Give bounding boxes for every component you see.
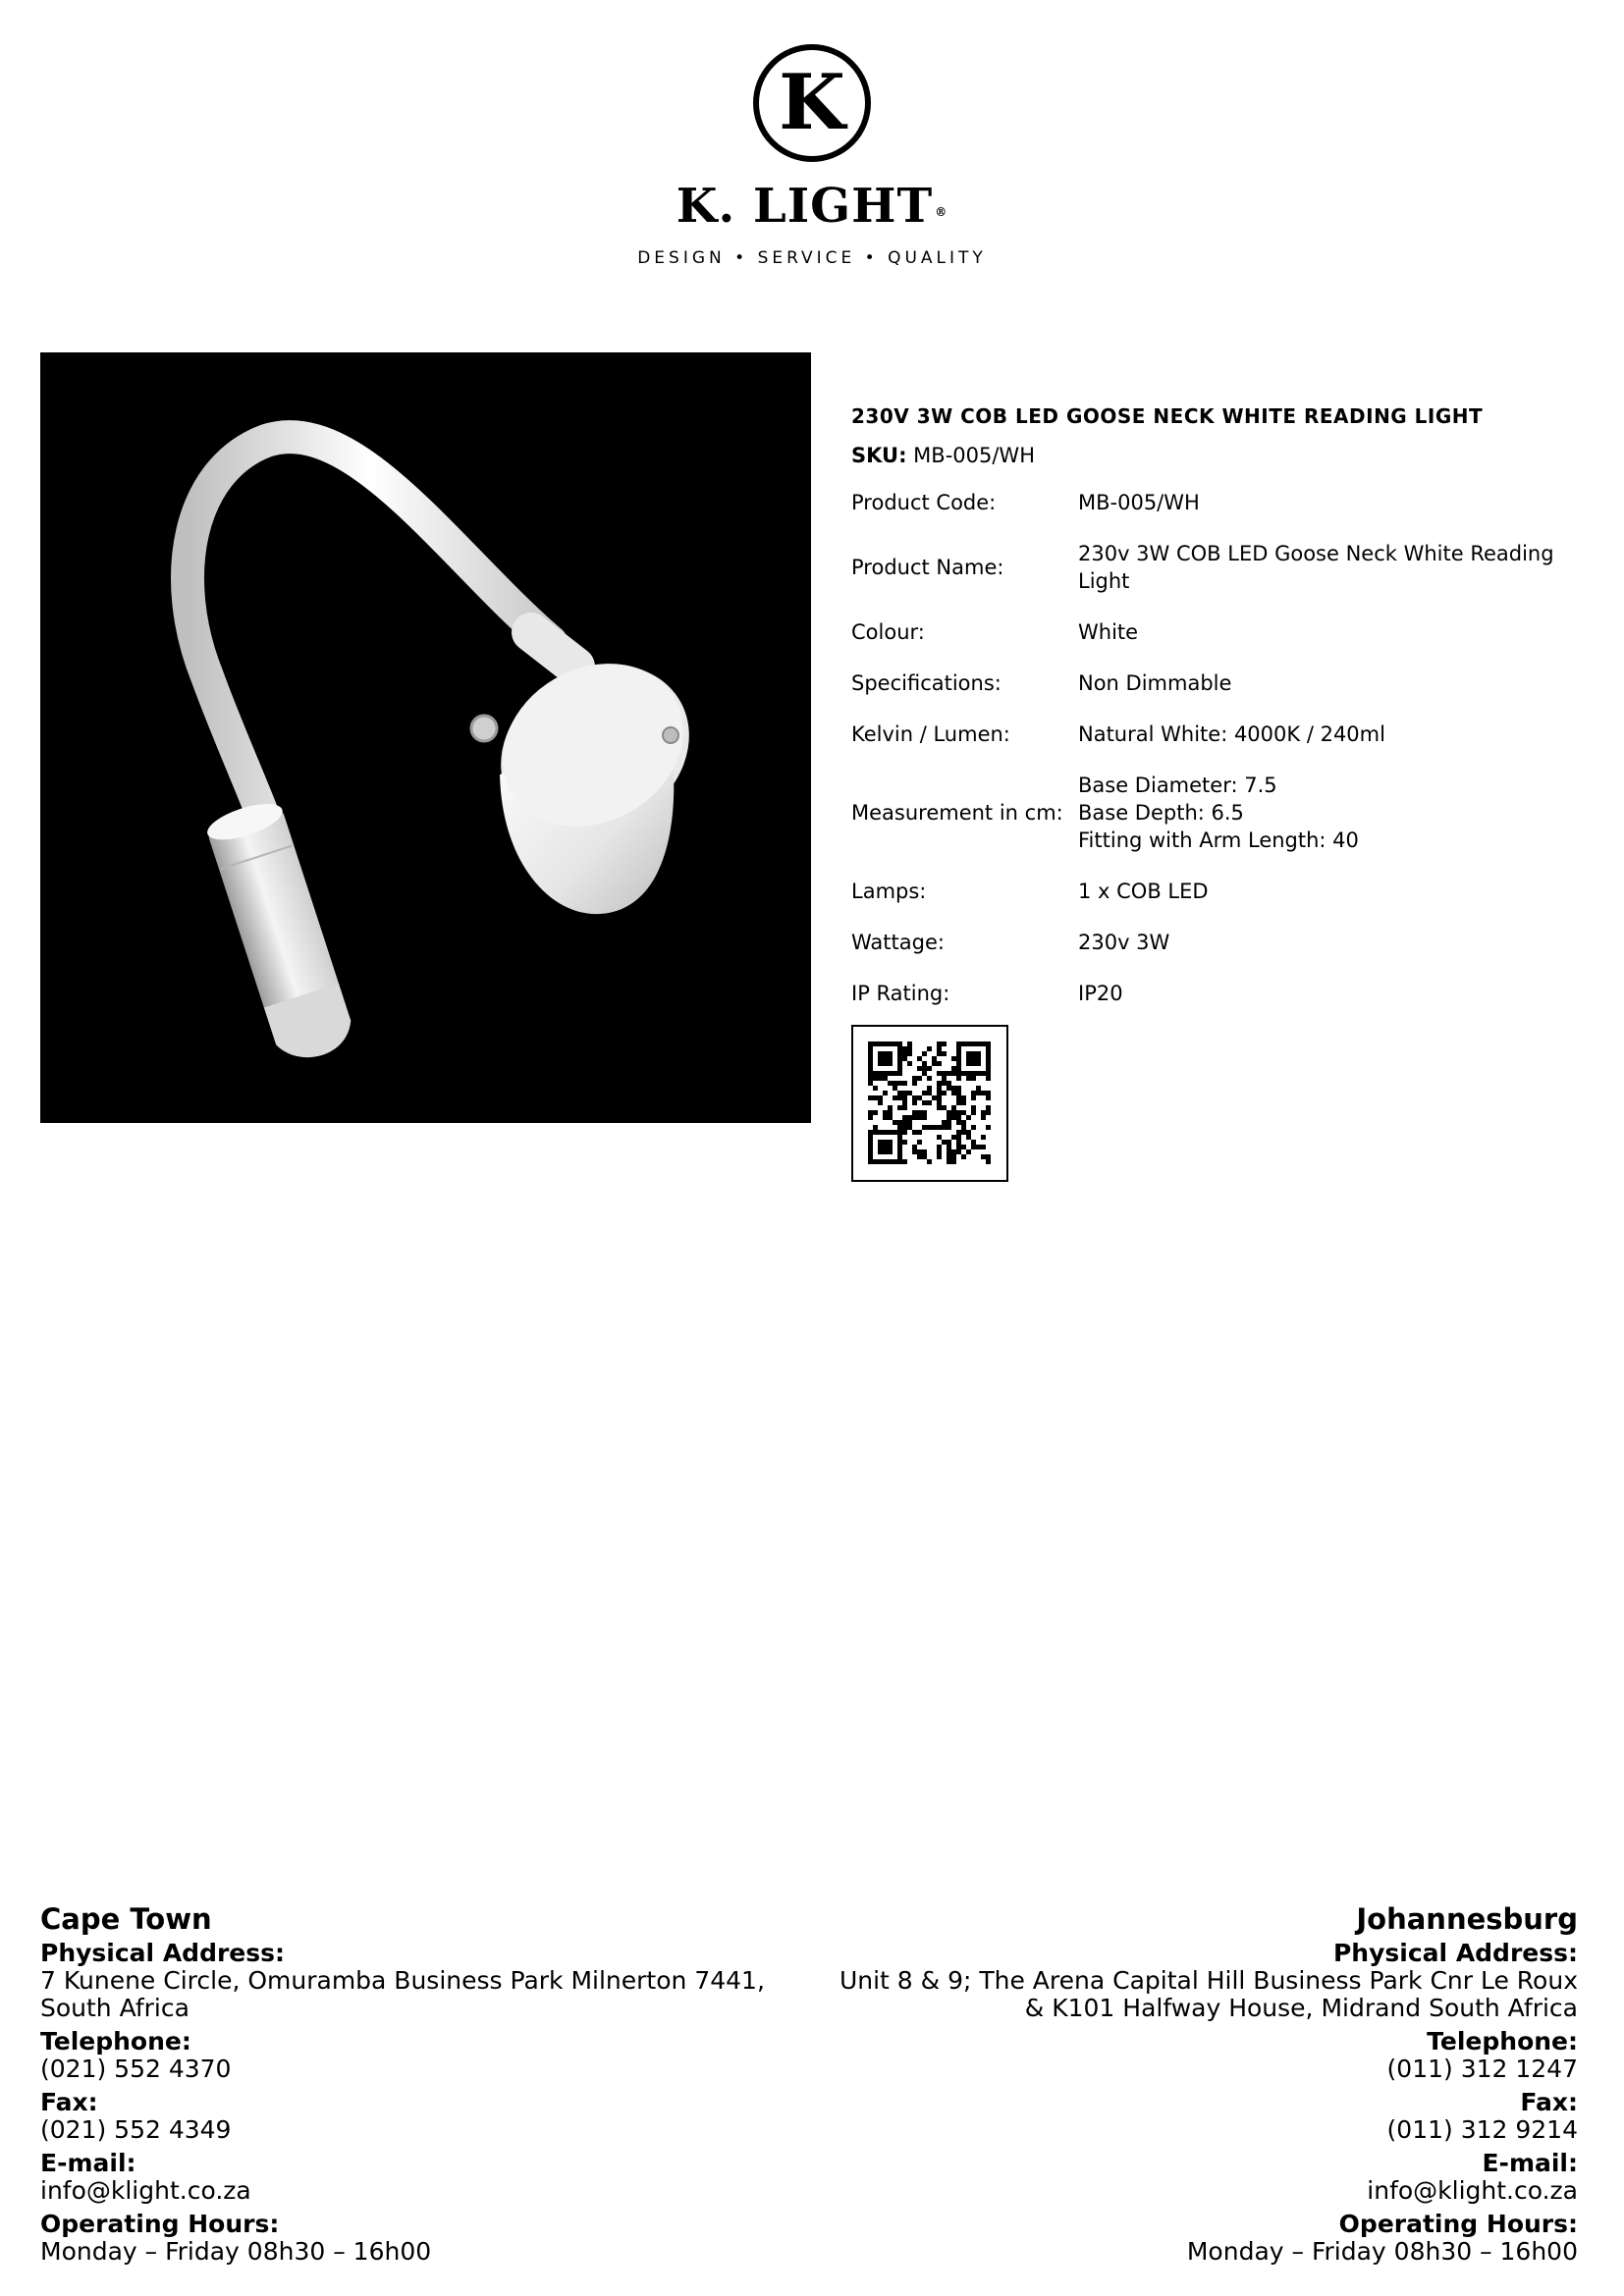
telephone-label: Telephone: bbox=[40, 2027, 191, 2056]
spec-row bbox=[851, 760, 1569, 866]
spec-row bbox=[851, 866, 1569, 917]
telephone-value[interactable]: (021) 552 4370 bbox=[40, 2055, 232, 2083]
spec-key: Kelvin / Lumen: bbox=[851, 722, 1010, 746]
spec-key: Measurement in cm: bbox=[851, 801, 1063, 825]
spec-value: Natural White: 4000K / 240ml bbox=[1078, 722, 1385, 746]
sku-value: MB-005/WH bbox=[913, 444, 1035, 467]
spec-key: Specifications: bbox=[851, 671, 1001, 695]
spec-key: Product Code: bbox=[851, 491, 997, 514]
spec-row bbox=[851, 709, 1569, 760]
office-cape-town bbox=[40, 1902, 845, 2266]
sku-label: SKU: bbox=[851, 444, 907, 467]
qr-code-icon bbox=[853, 1027, 1006, 1180]
spec-table bbox=[851, 477, 1569, 1019]
office-johannesburg bbox=[773, 1902, 1578, 2266]
spec-value: MB-005/WH bbox=[1078, 491, 1200, 514]
product-specs bbox=[851, 402, 1597, 1019]
email-label: E-mail: bbox=[1482, 2149, 1578, 2177]
spec-row bbox=[851, 968, 1569, 1019]
sku-line bbox=[851, 442, 1597, 469]
spec-value: 230v 3W bbox=[1078, 931, 1170, 954]
k-circle-logo-icon bbox=[752, 43, 872, 163]
qr-code[interactable] bbox=[851, 1025, 1008, 1182]
product-title: 230V 3W COB LED GOOSE NECK WHITE READING LIGHT bbox=[851, 404, 1484, 428]
address-text: 7 Kunene Circle, Omuramba Business Park Milnerton 7441, South Africa bbox=[40, 1966, 765, 2022]
spec-value-line: Fitting with Arm Length: 40 bbox=[1078, 828, 1359, 852]
address-line: & K101 Halfway House, Midrand South Africa bbox=[1024, 1994, 1578, 2022]
spec-value-line: Base Depth: 6.5 bbox=[1078, 801, 1244, 825]
telephone-value[interactable]: (011) 312 1247 bbox=[1386, 2055, 1578, 2083]
spec-value: IP20 bbox=[1078, 982, 1123, 1005]
email-link[interactable]: info@klight.co.za bbox=[1367, 2176, 1578, 2205]
office-city: Johannesburg bbox=[1356, 1902, 1578, 1936]
fax-label: Fax: bbox=[40, 2088, 98, 2116]
spec-key: Lamps: bbox=[851, 880, 927, 903]
brand-logo bbox=[0, 43, 1624, 269]
telephone-label: Telephone: bbox=[1427, 2027, 1578, 2056]
spec-value: 230v 3W COB LED Goose Neck White Reading Light bbox=[1078, 542, 1554, 593]
hours-value: Monday – Friday 08h30 – 16h00 bbox=[40, 2237, 432, 2266]
spec-row bbox=[851, 477, 1569, 528]
spec-value bbox=[1078, 760, 1569, 866]
product-photo bbox=[40, 352, 811, 1123]
spec-value-line: Base Diameter: 7.5 bbox=[1078, 774, 1277, 797]
spec-row bbox=[851, 917, 1569, 968]
email-label: E-mail: bbox=[40, 2149, 136, 2177]
spec-row bbox=[851, 607, 1569, 658]
brand-tagline: DESIGN • SERVICE • QUALITY bbox=[637, 248, 987, 268]
hours-value: Monday – Friday 08h30 – 16h00 bbox=[1186, 2237, 1578, 2266]
address-label: Physical Address: bbox=[1332, 1939, 1578, 1967]
fax-value: (021) 552 4349 bbox=[40, 2115, 232, 2144]
address-line: Unit 8 & 9; The Arena Capital Hill Business Park Cnr Le Roux bbox=[839, 1966, 1578, 1995]
spec-row bbox=[851, 528, 1569, 607]
spec-value: White bbox=[1078, 620, 1139, 644]
spec-key: IP Rating: bbox=[851, 982, 950, 1005]
address-label: Physical Address: bbox=[40, 1939, 286, 1967]
spec-key: Product Name: bbox=[851, 556, 1004, 579]
fax-value: (011) 312 9214 bbox=[1386, 2115, 1578, 2144]
registered-mark: ® bbox=[935, 205, 948, 219]
spec-row bbox=[851, 658, 1569, 709]
fax-label: Fax: bbox=[1520, 2088, 1578, 2116]
spec-key: Colour: bbox=[851, 620, 925, 644]
hours-label: Operating Hours: bbox=[40, 2210, 280, 2238]
svg-text:K: K bbox=[779, 58, 845, 147]
hours-label: Operating Hours: bbox=[1338, 2210, 1578, 2238]
spec-value: Non Dimmable bbox=[1078, 671, 1232, 695]
spec-value: 1 x COB LED bbox=[1078, 880, 1209, 903]
brand-name: K. LIGHT ® bbox=[676, 179, 948, 234]
spec-key: Wattage: bbox=[851, 931, 945, 954]
email-link[interactable]: info@klight.co.za bbox=[40, 2176, 251, 2205]
office-city: Cape Town bbox=[40, 1902, 212, 1936]
goose-neck-lamp-illustration bbox=[40, 352, 811, 1123]
